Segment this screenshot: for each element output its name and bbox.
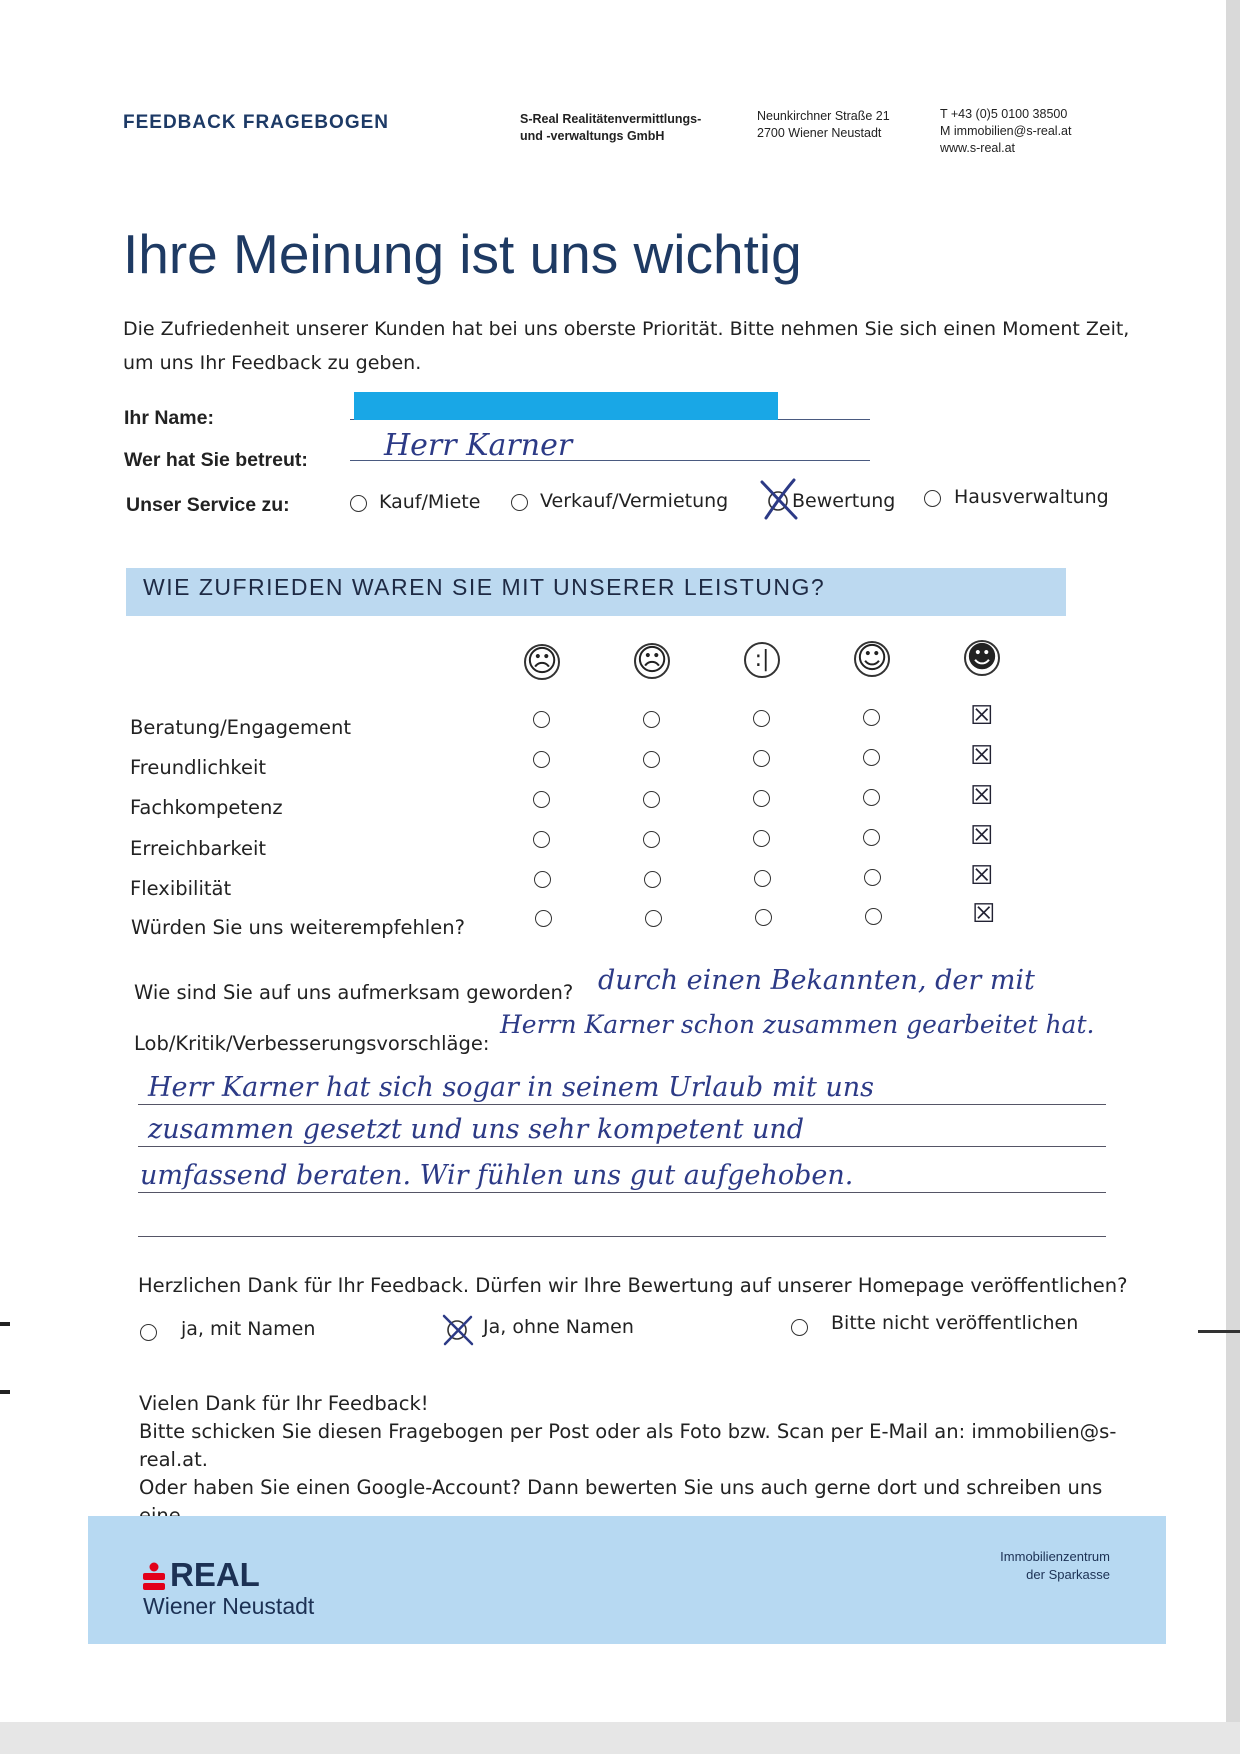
rating-radio[interactable] bbox=[863, 789, 880, 806]
service-option-label: Bewertung bbox=[792, 490, 896, 512]
scan-mark bbox=[0, 1390, 10, 1394]
rating-radio[interactable] bbox=[863, 829, 880, 846]
service-label: Unser Service zu: bbox=[126, 494, 290, 516]
very-unhappy-face-icon: ☹ bbox=[524, 644, 560, 680]
publish-radio-without-name-checked[interactable] bbox=[440, 1312, 476, 1348]
lob-answer-first-line[interactable]: Herrn Karner schon zusammen gearbeitet hat. bbox=[500, 1010, 1095, 1039]
thanks-line: Oder haben Sie einen Google-Account? Dann bewerten Sie uns auch gerne dort und schreiben uns bbox=[139, 1476, 1103, 1499]
rating-radio[interactable] bbox=[753, 710, 770, 727]
happy-face-icon: ☺ bbox=[854, 641, 890, 677]
scan-mark bbox=[0, 1322, 10, 1326]
neutral-face-icon: :| bbox=[744, 642, 780, 678]
phone-number: T +43 (0)5 0100 38500 bbox=[940, 107, 1068, 121]
rating-radio[interactable] bbox=[755, 909, 772, 926]
rating-radio-checked[interactable]: ☒ bbox=[970, 741, 994, 771]
write-line bbox=[138, 1104, 1106, 1105]
betreut-field[interactable]: Herr Karner bbox=[384, 428, 573, 463]
name-label: Ihr Name: bbox=[124, 407, 214, 429]
company-contact bbox=[940, 106, 1071, 157]
publish-option-label: ja, mit Namen bbox=[181, 1318, 316, 1340]
rating-banner-title: WIE ZUFRIEDEN WAREN SIE MIT UNSERER LEISTUNG? bbox=[143, 574, 826, 600]
service-radio-verkauf[interactable] bbox=[511, 494, 528, 511]
brand-location: Wiener Neustadt bbox=[143, 1593, 315, 1619]
company-line: S-Real Realitätenvermittlungs- bbox=[520, 112, 702, 126]
lob-answer-line[interactable]: Herr Karner hat sich sogar in seinem Urlaub mit uns bbox=[148, 1072, 875, 1103]
thanks-line: Bitte schicken Sie diesen Fragebogen per Post oder als Foto bzw. Scan per E-Mail an: immobilien@s-real.at. bbox=[139, 1420, 1117, 1471]
lob-label: Lob/Kritik/Verbesserungsvorschläge: bbox=[134, 1032, 490, 1055]
write-line bbox=[138, 1192, 1106, 1193]
address-line: 2700 Wiener Neustadt bbox=[757, 126, 882, 140]
website-link[interactable]: www.s-real.at bbox=[940, 141, 1016, 155]
form-title: FEEDBACK FRAGEBOGEN bbox=[123, 112, 390, 133]
publish-question: Herzlichen Dank für Ihr Feedback. Dürfen wir Ihre Bewertung auf unserer Homepage veröffentlichen? bbox=[138, 1274, 1128, 1297]
service-option-label: Verkauf/Vermietung bbox=[540, 490, 729, 512]
service-option-label: Hausverwaltung bbox=[954, 486, 1109, 508]
service-radio-kauf[interactable] bbox=[350, 495, 367, 512]
betreut-label: Wer hat Sie betreut: bbox=[124, 449, 308, 471]
thanks-line: Vielen Dank für Ihr Feedback! bbox=[139, 1392, 429, 1415]
rating-radio[interactable] bbox=[753, 790, 770, 807]
rating-row-label: Beratung/Engagement bbox=[130, 716, 352, 739]
rating-radio[interactable] bbox=[533, 831, 550, 848]
rating-radio-checked[interactable]: ☒ bbox=[970, 861, 994, 891]
rating-radio[interactable] bbox=[864, 869, 881, 886]
rating-radio[interactable] bbox=[865, 908, 882, 925]
rating-radio-checked[interactable]: ☒ bbox=[970, 821, 994, 851]
service-radio-hausverwaltung[interactable] bbox=[924, 490, 941, 507]
rating-radio-checked[interactable]: ☒ bbox=[972, 899, 996, 929]
scan-mark bbox=[1198, 1330, 1240, 1333]
rating-radio[interactable] bbox=[533, 751, 550, 768]
rating-radio[interactable] bbox=[643, 751, 660, 768]
company-line: und -verwaltungs GmbH bbox=[520, 129, 665, 143]
publish-option-label: Bitte nicht veröffentlichen bbox=[831, 1312, 1079, 1334]
unhappy-face-icon: ☹ bbox=[634, 643, 670, 679]
rating-radio[interactable] bbox=[753, 750, 770, 767]
publish-radio-do-not-publish[interactable] bbox=[791, 1319, 808, 1336]
aufmerksam-answer[interactable]: durch einen Bekannten, der mit bbox=[598, 965, 1035, 996]
rating-radio[interactable] bbox=[643, 711, 660, 728]
rating-row-label: Erreichbarkeit bbox=[130, 837, 267, 860]
write-line bbox=[138, 1146, 1106, 1147]
scan-edge-bottom bbox=[0, 1722, 1240, 1754]
address-line: Neunkirchner Straße 21 bbox=[757, 109, 890, 123]
rating-row-label: Flexibilität bbox=[130, 877, 232, 900]
brand-logo-text: REAL bbox=[170, 1556, 260, 1593]
rating-radio[interactable] bbox=[753, 830, 770, 847]
rating-radio[interactable] bbox=[863, 749, 880, 766]
rating-radio-checked[interactable]: ☒ bbox=[970, 781, 994, 811]
rating-radio-checked[interactable]: ☒ bbox=[970, 701, 994, 731]
rating-row-label: Würden Sie uns weiterempfehlen? bbox=[131, 916, 465, 939]
sparkasse-logo-icon bbox=[142, 1562, 166, 1592]
intro-text: Die Zufriedenheit unserer Kunden hat bei uns oberste Priorität. Bitte nehmen Sie sich einen Moment Zeit, um uns Ihr Feedback zu geben. bbox=[123, 318, 1130, 374]
scan-edge-right bbox=[1226, 0, 1240, 1754]
rating-row-label: Fachkompetenz bbox=[130, 796, 283, 819]
email-address[interactable]: M immobilien@s-real.at bbox=[940, 124, 1072, 138]
publish-radio-with-name[interactable] bbox=[140, 1324, 157, 1341]
lob-answer-line[interactable]: umfassend beraten. Wir fühlen uns gut aufgehoben. bbox=[140, 1160, 854, 1191]
rating-radio[interactable] bbox=[643, 831, 660, 848]
rating-radio[interactable] bbox=[533, 711, 550, 728]
aufmerksam-label: Wie sind Sie auf uns aufmerksam geworden? bbox=[134, 981, 574, 1004]
publish-option-label: Ja, ohne Namen bbox=[483, 1316, 634, 1338]
rating-radio[interactable] bbox=[754, 870, 771, 887]
redacted-name-field[interactable] bbox=[354, 392, 778, 420]
rating-radio[interactable] bbox=[535, 910, 552, 927]
rating-radio[interactable] bbox=[863, 709, 880, 726]
service-option-label: Kauf/Miete bbox=[379, 491, 481, 513]
write-line bbox=[138, 1236, 1106, 1237]
company-address bbox=[757, 108, 890, 142]
rating-radio[interactable] bbox=[534, 871, 551, 888]
lob-answer-line[interactable]: zusammen gesetzt und uns sehr kompetent und bbox=[148, 1114, 805, 1145]
tagline-line: der Sparkasse bbox=[1026, 1567, 1110, 1582]
rating-radio[interactable] bbox=[645, 910, 662, 927]
tagline-line: Immobilienzentrum bbox=[1000, 1549, 1110, 1564]
rating-radio[interactable] bbox=[643, 791, 660, 808]
footer-tagline bbox=[930, 1548, 1110, 1584]
very-happy-face-icon: ☻ bbox=[964, 640, 1000, 676]
rating-radio[interactable] bbox=[533, 791, 550, 808]
rating-radio[interactable] bbox=[644, 871, 661, 888]
rating-row-label: Freundlichkeit bbox=[130, 756, 267, 779]
company-name bbox=[520, 111, 701, 145]
page-headline: Ihre Meinung ist uns wichtig bbox=[123, 223, 802, 285]
